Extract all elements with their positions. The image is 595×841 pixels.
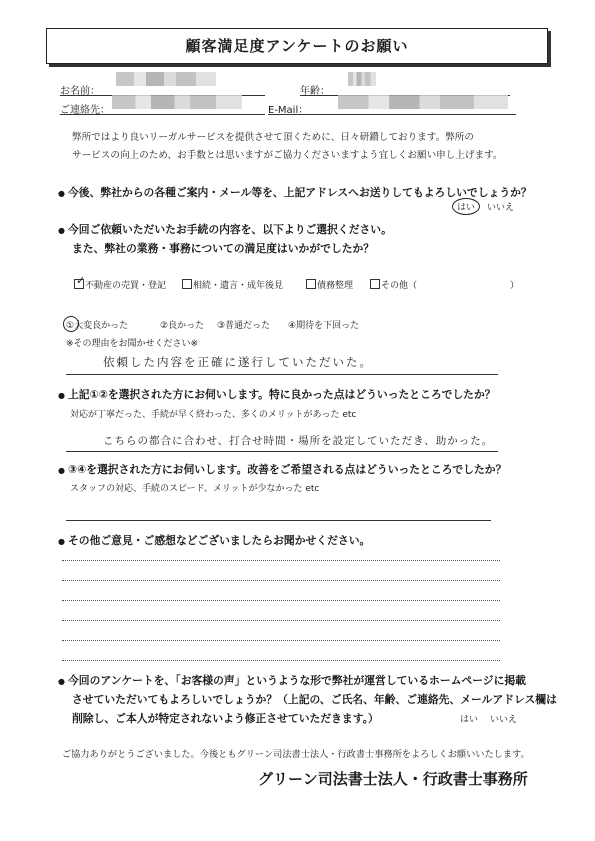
checkbox-icon[interactable] bbox=[370, 279, 380, 289]
q6-line3: 削除し、ご本人が特定されないよう修正させていただきます。） bbox=[72, 712, 379, 725]
q5-line-4 bbox=[62, 620, 500, 621]
email-value-redacted bbox=[338, 95, 508, 109]
email-label: E-Mail： bbox=[268, 105, 309, 116]
q2-option-1[interactable]: ✓ 不動産の売買・登記 bbox=[76, 274, 167, 291]
q2-option-2[interactable]: 相続・遺言・成年後見 bbox=[182, 278, 283, 291]
q2-option-4[interactable]: その他（ bbox=[370, 278, 417, 291]
contact-label: ご連絡先： bbox=[60, 105, 110, 116]
q6-no[interactable]: いいえ bbox=[490, 715, 518, 725]
email-underline bbox=[268, 114, 516, 115]
rating-3[interactable]: ③普通だった bbox=[217, 321, 271, 331]
checkbox-icon[interactable] bbox=[306, 279, 316, 289]
intro-line-1: 弊所ではより良いリーガルサービスを提供させて頂くために、日々研鑚しております。弊所の bbox=[72, 132, 474, 143]
checkbox-icon[interactable] bbox=[182, 279, 192, 289]
q4-example: スタッフの対応、手続のスピード、メリットが少なかった etc bbox=[70, 484, 320, 494]
q3-example: 対応が丁寧だった、手続が早く終わった、多くのメリットがあった etc bbox=[70, 410, 357, 420]
intro-line-2: サービスの向上のため、お手数とは思いますがご協力くださいますよう宜しくお願い申し上げます。 bbox=[72, 150, 503, 161]
q6-line1: ● 今回のアンケートを、「お客様の声」というような形で弊社が運営しているホームページに掲載 bbox=[58, 674, 526, 687]
q2-option-3[interactable]: 債務整理 bbox=[306, 278, 353, 291]
page-title: 顧客満足度アンケートのお願い bbox=[185, 37, 409, 55]
thanks-text: ご協力ありがとうございました。今後ともグリーン司法書士法人・行政書士事務所をよろしくお願いいたします。 bbox=[62, 749, 530, 760]
q5-line-1 bbox=[62, 560, 500, 561]
rating-2[interactable]: ②良かった bbox=[160, 321, 205, 331]
q3-answer-line bbox=[66, 451, 498, 452]
q2-option-4-close: ） bbox=[510, 281, 520, 291]
name-value-redacted bbox=[116, 72, 216, 86]
contact-value-redacted bbox=[112, 95, 242, 109]
q3-handwritten-answer: こちらの都合に合わせ、打合せ時間・場所を設定していただき、助かった。 bbox=[103, 435, 494, 447]
q3-text: ● 上記①②を選択された方にお伺いします。特に良かった点はどういったところでしたか？ bbox=[58, 388, 496, 401]
q5-line-5 bbox=[62, 640, 500, 641]
q2-line1: ● 今回ご依頼いただいたお手続の内容を、以下よりご選択ください。 bbox=[58, 223, 392, 236]
q5-line-3 bbox=[62, 600, 500, 601]
checkbox-checked-icon[interactable]: ✓ bbox=[76, 274, 86, 287]
q4-answer-line bbox=[66, 520, 491, 521]
reason-prompt: ※その理由をお聞かせください※ bbox=[66, 339, 199, 349]
q5-line-6 bbox=[62, 660, 500, 661]
q5-text: ● その他ご意見・ご感想などございましたらお聞かせください。 bbox=[58, 534, 371, 547]
age-value-redacted bbox=[348, 72, 376, 86]
q4-text: ● ③④を選択された方にお伺いします。改善をご希望される点はどういったところでしたか？ bbox=[58, 463, 507, 476]
age-label: 年齢： bbox=[300, 86, 330, 97]
contact-underline bbox=[60, 114, 265, 115]
q2-line2: また、弊社の業務・事務についての満足度はいかがでしたか？ bbox=[72, 242, 375, 255]
title-box bbox=[46, 28, 548, 64]
q1-no[interactable]: いいえ bbox=[487, 203, 515, 213]
q2-answer-line bbox=[66, 374, 498, 375]
q5-line-2 bbox=[62, 580, 500, 581]
rating-1[interactable]: ①大変良かった bbox=[66, 321, 129, 331]
name-label: お名前： bbox=[60, 86, 100, 97]
q1-yes[interactable]: はい bbox=[457, 203, 476, 213]
company-signature: グリーン司法書士法人・行政書士事務所 bbox=[258, 770, 528, 788]
q1-text: ● 今後、弊社からの各種ご案内・メール等を、上記アドレスへお送りしてもよろしいでしょうか？ bbox=[58, 186, 532, 199]
q6-line2: させていただいてもよろしいでしょうか？（上記の、ご氏名、年齢、ご連絡先、メールアドレス欄は bbox=[72, 693, 557, 706]
q2-handwritten-answer: 依頼した内容を正確に遂行していただいた。 bbox=[103, 355, 373, 369]
q6-yes[interactable]: はい bbox=[460, 715, 479, 725]
rating-4[interactable]: ④期待を下回った bbox=[288, 321, 360, 331]
